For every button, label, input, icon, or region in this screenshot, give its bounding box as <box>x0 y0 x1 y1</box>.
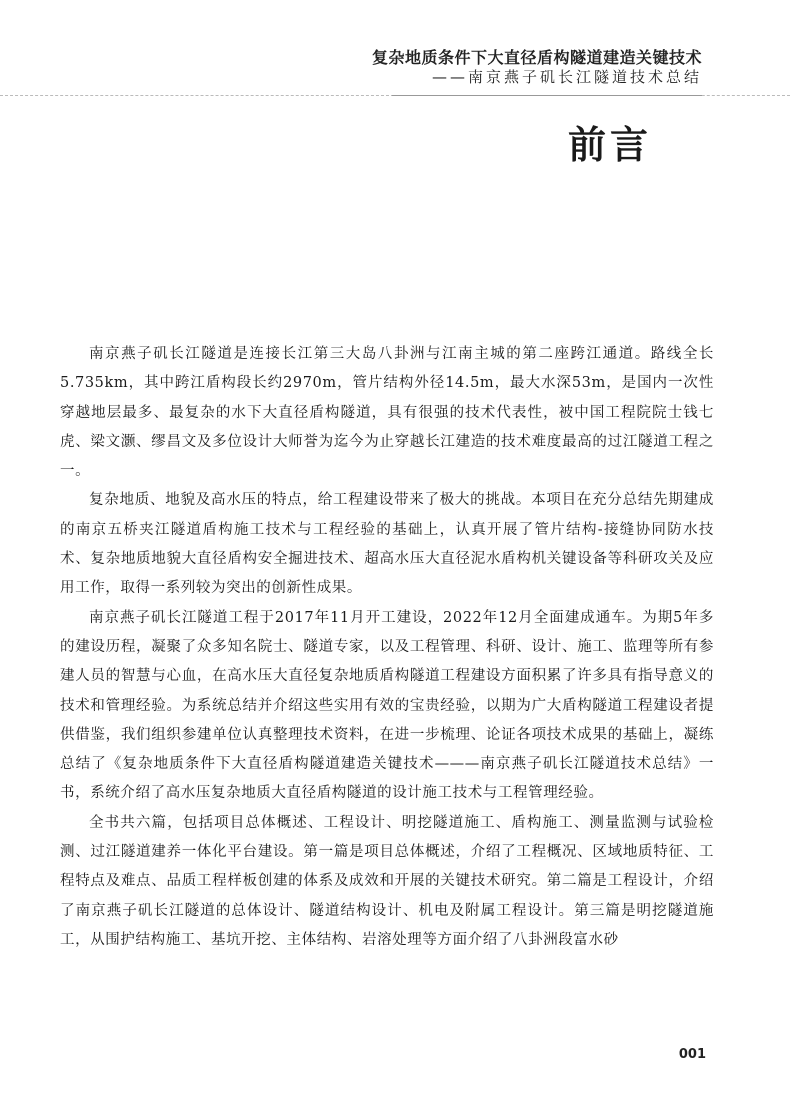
paragraph: 南京燕子矶长江隧道工程于2017年11月开工建设，2022年12月全面建成通车。为期5年多的建设历程，凝聚了众多知名院士、隧道专家，以及工程管理、科研、设计、施工、监理等所有参建人员的智慧与心血，在高水压大直径复杂地质盾构隧道工程建设方面积累了许多具有指导意义的技术和管理经验。为系统总结并介绍这些实用有效的宝贵经验，以期为广大盾构隧道工程建设者提供借鉴，我们组织参建单位认真整理技术资料，在进一步梳理、论证各项技术成果的基础上，凝练总结了《复杂地质条件下大直径盾构隧道建造关键技术———南京燕子矶长江隧道技术总结》一书，系统介绍了高水压复杂地质大直径盾构隧道的设计施工技术与工程管理经验。 <box>60 609 714 802</box>
paragraph: 南京燕子矶长江隧道是连接长江第三大岛八卦洲与江南主城的第二座跨江通道。路线全长5.735km，其中跨江盾构段长约2970m，管片结构外径14.5m，最大水深53m，是国内一次性穿越地层最多、最复杂的水下大直径盾构隧道，具有很强的技术代表性，被中国工程院院士钱七虎、梁文灏、缪昌文及多位设计大师誉为迄今为止穿越长江建造的技术难度最高的过江隧道工程之一。 <box>60 346 714 480</box>
page-number: 001 <box>678 1047 706 1062</box>
running-header-title: 复杂地质条件下大直径盾构隧道建造关键技术 <box>371 48 702 67</box>
header-divider-accent <box>392 95 702 96</box>
paragraph: 复杂地质、地貌及高水压的特点，给工程建设带来了极大的挑战。本项目在充分总结先期建成的南京五桥夹江隧道盾构施工技术与工程经验的基础上，认真开展了管片结构-接缝协同防水技术、复杂地质地貌大直径盾构安全掘进技术、超高水压大直径泥水盾构机关键设备等科研攻关及应用工作，取得一系列较为突出的创新性成果。 <box>60 492 714 597</box>
running-header-subtitle: ——南京燕子矶长江隧道技术总结 <box>431 68 702 86</box>
chapter-title: 前言 <box>567 123 652 167</box>
paragraph: 全书共六篇，包括项目总体概述、工程设计、明挖隧道施工、盾构施工、测量监测与试验检测、过江隧道建养一体化平台建设。第一篇是项目总体概述，介绍了工程概况、区域地质特征、工程特点及难点、品质工程样板创建的体系及成效和开展的关键技术研究。第二篇是工程设计，介绍了南京燕子矶长江隧道的总体设计、隧道结构设计、机电及附属工程设计。第三篇是明挖隧道施工，从围护结构施工、基坑开挖、主体结构、岩溶处理等方面介绍了八卦洲段富水砂 <box>60 814 714 948</box>
body-text <box>60 340 714 955</box>
